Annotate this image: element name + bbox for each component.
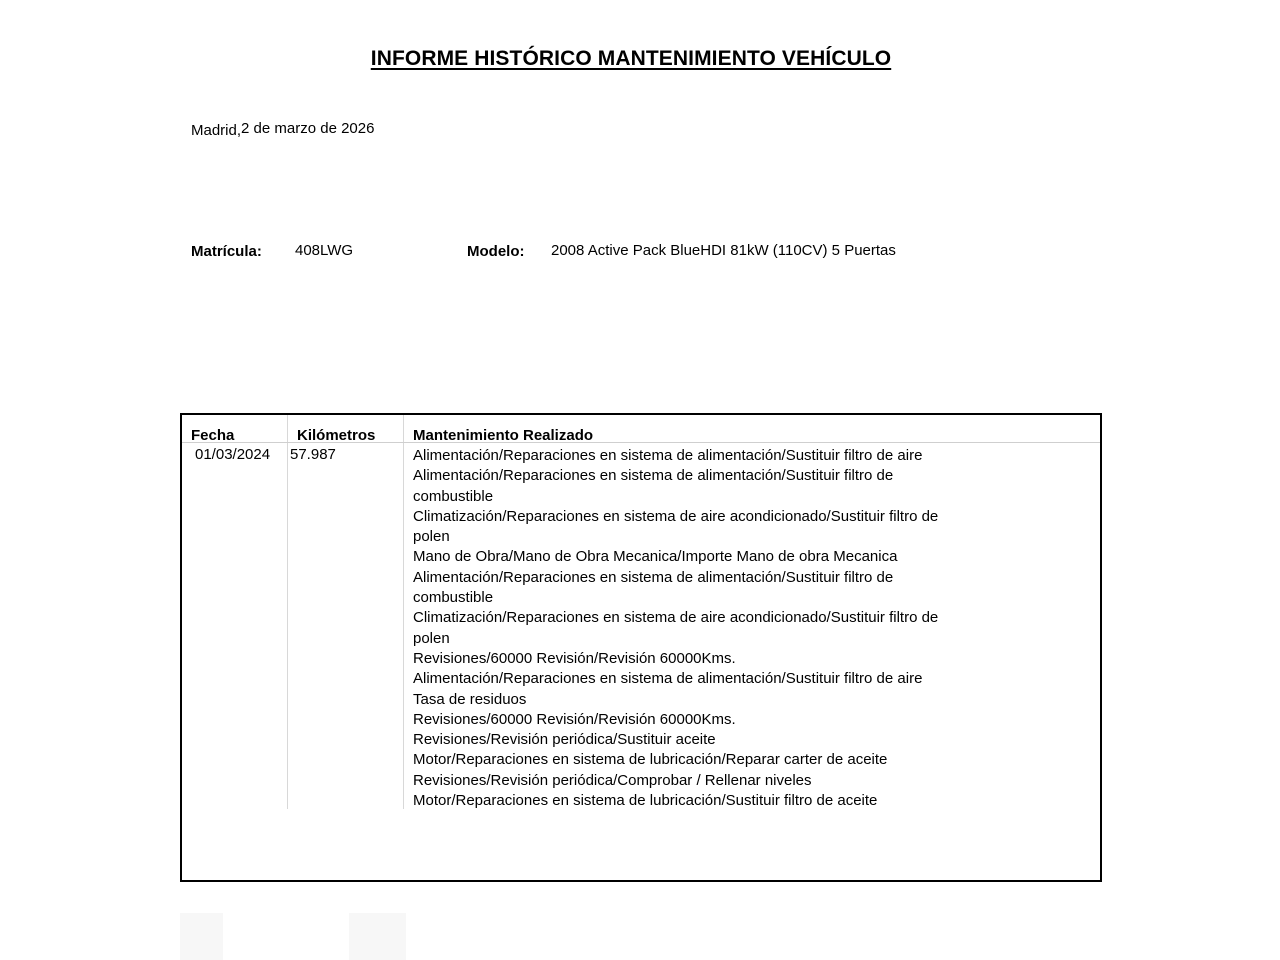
list-item: Revisiones/60000 Revisión/Revisión 60000Kms. bbox=[413, 649, 736, 667]
list-item: Motor/Reparaciones en sistema de lubricación/Reparar carter de aceite bbox=[413, 751, 888, 769]
list-item: Mano de Obra/Mano de Obra Mecanica/Importe Mano de obra Mecanica bbox=[413, 548, 898, 566]
model-label: Modelo: bbox=[467, 243, 525, 260]
list-item: Motor/Reparaciones en sistema de lubricación/Sustituir filtro de aceite bbox=[413, 792, 878, 810]
list-item: Alimentación/Reparaciones en sistema de alimentación/Sustituir filtro de aire bbox=[413, 670, 923, 688]
list-item: Climatización/Reparaciones en sistema de aire acondicionado/Sustituir filtro de bbox=[413, 507, 939, 525]
city: Madrid, bbox=[191, 122, 242, 139]
list-item: Climatización/Reparaciones en sistema de aire acondicionado/Sustituir filtro de bbox=[413, 609, 939, 627]
maintenance-list bbox=[413, 446, 973, 811]
place-date bbox=[191, 120, 374, 137]
list-item: Tasa de residuos bbox=[413, 690, 527, 708]
column-divider-1 bbox=[287, 415, 288, 809]
list-item: Alimentación/Reparaciones en sistema de alimentación/Sustituir filtro de aire bbox=[413, 447, 923, 464]
plate-label: Matrícula: bbox=[191, 243, 262, 260]
list-item: Revisiones/60000 Revisión/Revisión 60000Kms. bbox=[413, 710, 736, 728]
header-maintenance: Mantenimiento Realizado bbox=[413, 427, 594, 444]
stamp-block-2 bbox=[349, 913, 406, 960]
list-item: combustible bbox=[413, 487, 494, 505]
list-item: polen bbox=[413, 629, 450, 647]
row-km: 57.987 bbox=[290, 446, 336, 463]
column-divider-2 bbox=[403, 415, 404, 809]
list-item: Revisiones/Revisión periódica/Comprobar / Rellenar niveles bbox=[413, 771, 812, 789]
stamp-block-1 bbox=[180, 913, 223, 960]
report-title: INFORME HISTÓRICO MANTENIMIENTO VEHÍCULO bbox=[370, 47, 892, 70]
list-item: Revisiones/Revisión periódica/Sustituir aceite bbox=[413, 731, 716, 749]
model-value: 2008 Active Pack BlueHDI 81kW (110CV) 5 Puertas bbox=[551, 242, 896, 259]
list-item: Alimentación/Reparaciones en sistema de alimentación/Sustituir filtro de bbox=[413, 467, 894, 485]
maintenance-table bbox=[180, 413, 1102, 882]
list-item: polen bbox=[413, 528, 450, 546]
row-date: 01/03/2024 bbox=[195, 446, 271, 463]
list-item: combustible bbox=[413, 589, 494, 607]
report-date: 2 de marzo de 2026 bbox=[241, 120, 375, 137]
plate-value: 408LWG bbox=[295, 242, 354, 259]
header-date: Fecha bbox=[191, 427, 235, 444]
list-item: Alimentación/Reparaciones en sistema de alimentación/Sustituir filtro de bbox=[413, 568, 894, 586]
header-km: Kilómetros bbox=[297, 427, 376, 444]
